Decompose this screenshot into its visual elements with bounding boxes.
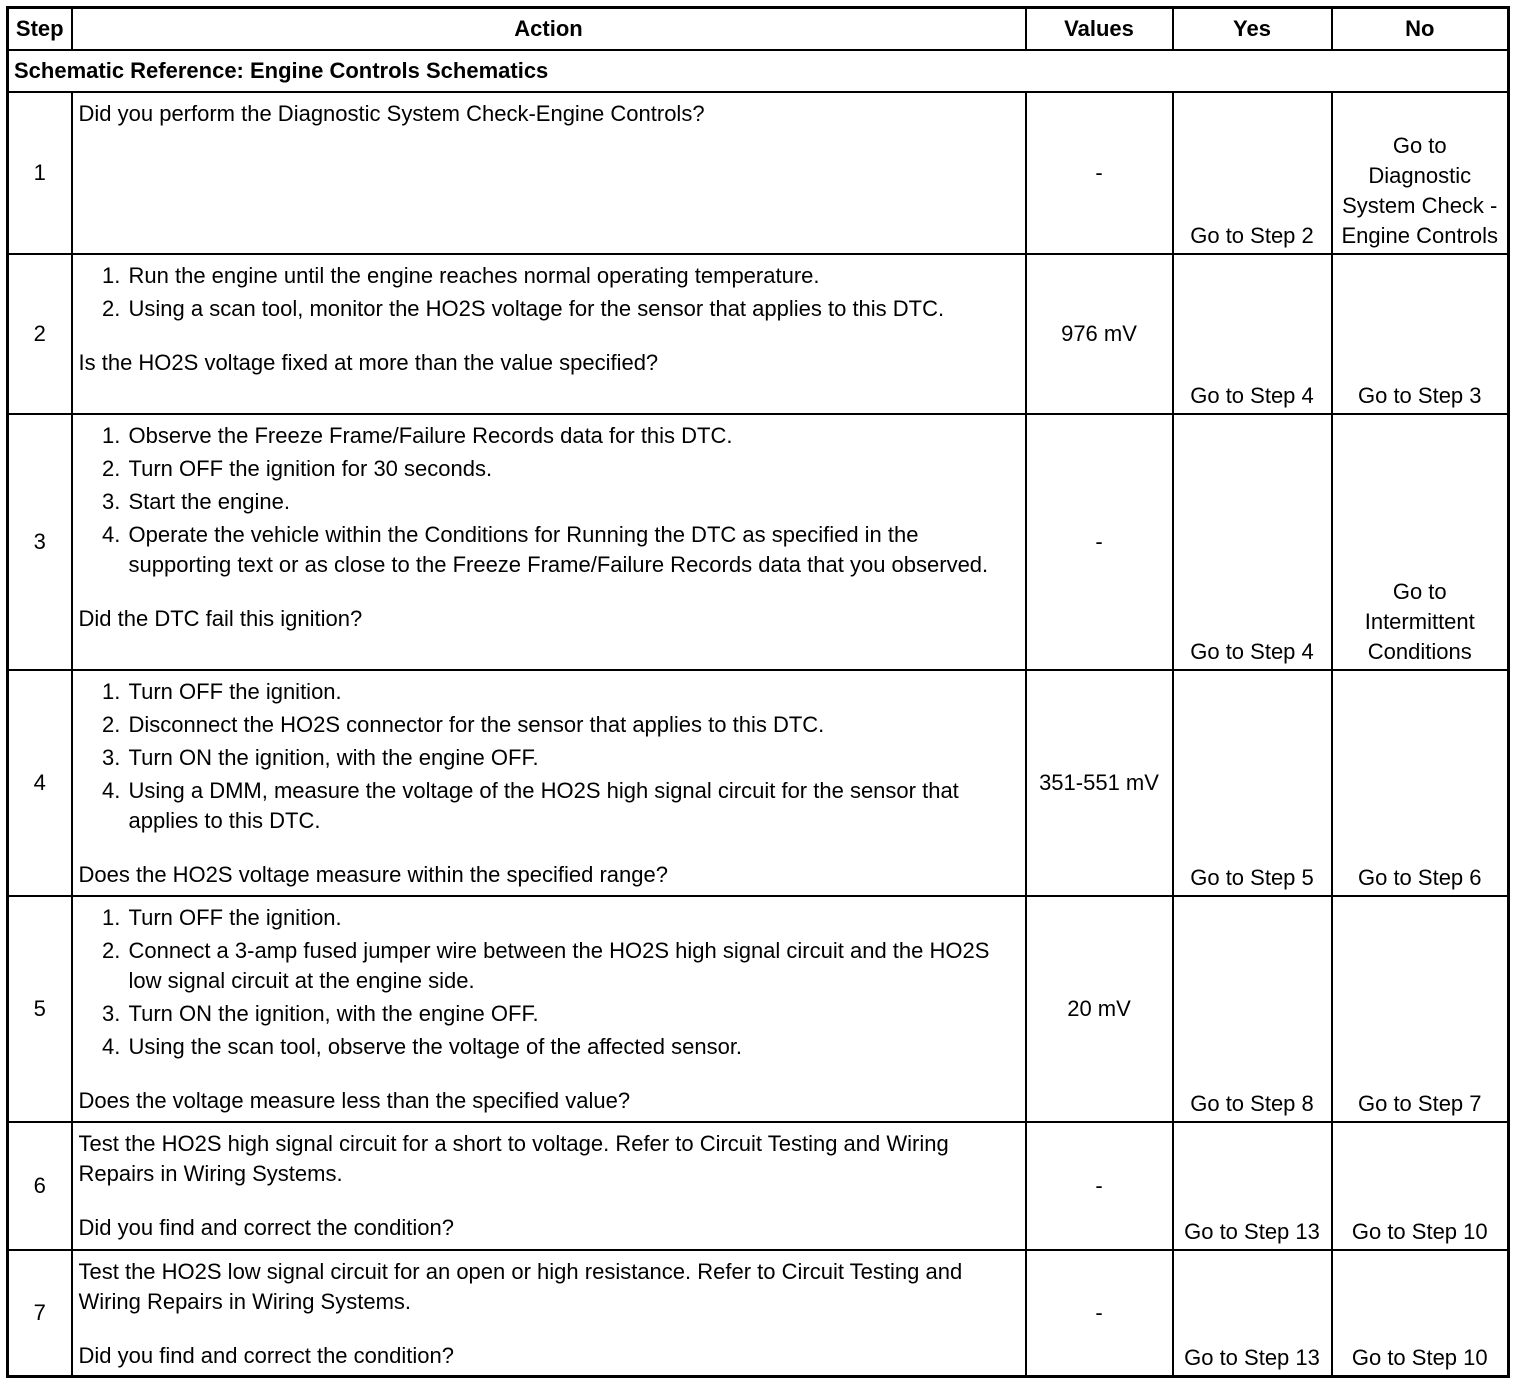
action-cell	[72, 92, 1026, 254]
action-question: Did you find and correct the condition?	[78, 1215, 454, 1240]
header-action: Action	[72, 8, 1026, 51]
action-text: Did you perform the Diagnostic System Check-Engine Controls?	[78, 101, 705, 126]
action-question: Is the HO2S voltage fixed at more than the value specified?	[78, 350, 659, 375]
action-question: Did the DTC fail this ignition?	[78, 606, 363, 631]
step-number: 4	[8, 670, 72, 896]
header-step: Step	[8, 8, 72, 51]
header-yes: Yes	[1173, 8, 1332, 51]
yes-cell: Go to Step 13	[1173, 1122, 1332, 1250]
list-item: 1. Turn OFF the ignition.	[127, 677, 1019, 707]
schematic-reference-row	[8, 50, 1509, 92]
schematic-reference: Schematic Reference: Engine Controls Schematics	[8, 50, 1509, 92]
yes-cell: Go to Step 2	[1173, 92, 1332, 254]
diagnostic-table	[6, 6, 1510, 1378]
value-cell: 976 mV	[1026, 254, 1173, 414]
table-row	[8, 414, 1509, 670]
list-item: 2. Using a scan tool, monitor the HO2S voltage for the sensor that applies to this DTC.	[127, 294, 1019, 324]
yes-cell: Go to Step 4	[1173, 254, 1332, 414]
no-cell: Go to Step 10	[1332, 1250, 1509, 1376]
list-item: 3. Turn ON the ignition, with the engine OFF.	[127, 743, 1019, 773]
table-row	[8, 92, 1509, 254]
no-cell: Go to Step 10	[1332, 1122, 1509, 1250]
list-item: 2. Turn OFF the ignition for 30 seconds.	[127, 454, 1019, 484]
yes-cell: Go to Step 13	[1173, 1250, 1332, 1376]
step-number: 3	[8, 414, 72, 670]
value-cell: -	[1026, 1250, 1173, 1376]
table-row	[8, 254, 1509, 414]
yes-cell: Go to Step 5	[1173, 670, 1332, 896]
action-list	[79, 421, 1019, 580]
list-item: 4. Operate the vehicle within the Conditions for Running the DTC as specified in the supporting text or as close to the Freeze Frame/Failure Records data that you observed.	[127, 520, 1019, 580]
list-item: 3. Turn ON the ignition, with the engine OFF.	[127, 999, 1019, 1029]
value-cell: -	[1026, 1122, 1173, 1250]
yes-cell: Go to Step 4	[1173, 414, 1332, 670]
action-cell	[72, 254, 1026, 414]
action-list	[79, 677, 1019, 836]
list-item: 4. Using a DMM, measure the voltage of the HO2S high signal circuit for the sensor that applies to this DTC.	[127, 776, 1019, 836]
step-number: 1	[8, 92, 72, 254]
value-cell: -	[1026, 92, 1173, 254]
action-cell	[72, 1250, 1026, 1376]
list-item: 3. Start the engine.	[127, 487, 1019, 517]
action-list	[79, 261, 1019, 324]
action-list	[79, 903, 1019, 1062]
step-number: 7	[8, 1250, 72, 1376]
value-cell: -	[1026, 414, 1173, 670]
no-cell: Go to Step 6	[1332, 670, 1509, 896]
header-no: No	[1332, 8, 1509, 51]
list-item: 2. Disconnect the HO2S connector for the sensor that applies to this DTC.	[127, 710, 1019, 740]
step-number: 6	[8, 1122, 72, 1250]
action-cell	[72, 896, 1026, 1122]
table-row	[8, 1122, 1509, 1250]
step-number: 5	[8, 896, 72, 1122]
header-row	[8, 8, 1509, 51]
list-item: 1. Turn OFF the ignition.	[127, 903, 1019, 933]
no-cell: Go to Intermittent Conditions	[1332, 414, 1509, 670]
no-cell: Go to Step 7	[1332, 896, 1509, 1122]
action-question: Does the voltage measure less than the specified value?	[78, 1088, 631, 1113]
list-item: 4. Using the scan tool, observe the voltage of the affected sensor.	[127, 1032, 1019, 1062]
step-number: 2	[8, 254, 72, 414]
header-values: Values	[1026, 8, 1173, 51]
no-cell: Go to Step 3	[1332, 254, 1509, 414]
yes-cell: Go to Step 8	[1173, 896, 1332, 1122]
list-item: 1. Observe the Freeze Frame/Failure Records data for this DTC.	[127, 421, 1019, 451]
action-cell	[72, 1122, 1026, 1250]
value-cell: 20 mV	[1026, 896, 1173, 1122]
action-question: Does the HO2S voltage measure within the specified range?	[78, 862, 668, 887]
table-row	[8, 1250, 1509, 1376]
list-item: 2. Connect a 3-amp fused jumper wire between the HO2S high signal circuit and the HO2S low signal circuit at the engine side.	[127, 936, 1019, 996]
value-cell: 351-551 mV	[1026, 670, 1173, 896]
list-item: 1. Run the engine until the engine reaches normal operating temperature.	[127, 261, 1019, 291]
table-row	[8, 670, 1509, 896]
table-row	[8, 896, 1509, 1122]
action-cell	[72, 414, 1026, 670]
no-cell: Go to Diagnostic System Check - Engine Controls	[1332, 92, 1509, 254]
action-question: Did you find and correct the condition?	[78, 1343, 454, 1368]
action-text: Test the HO2S high signal circuit for a short to voltage. Refer to Circuit Testing and Wiring Repairs in Wiring Systems.	[78, 1131, 949, 1186]
action-cell	[72, 670, 1026, 896]
action-text: Test the HO2S low signal circuit for an open or high resistance. Refer to Circuit Testing and Wiring Repairs in Wiring Systems.	[78, 1259, 963, 1314]
